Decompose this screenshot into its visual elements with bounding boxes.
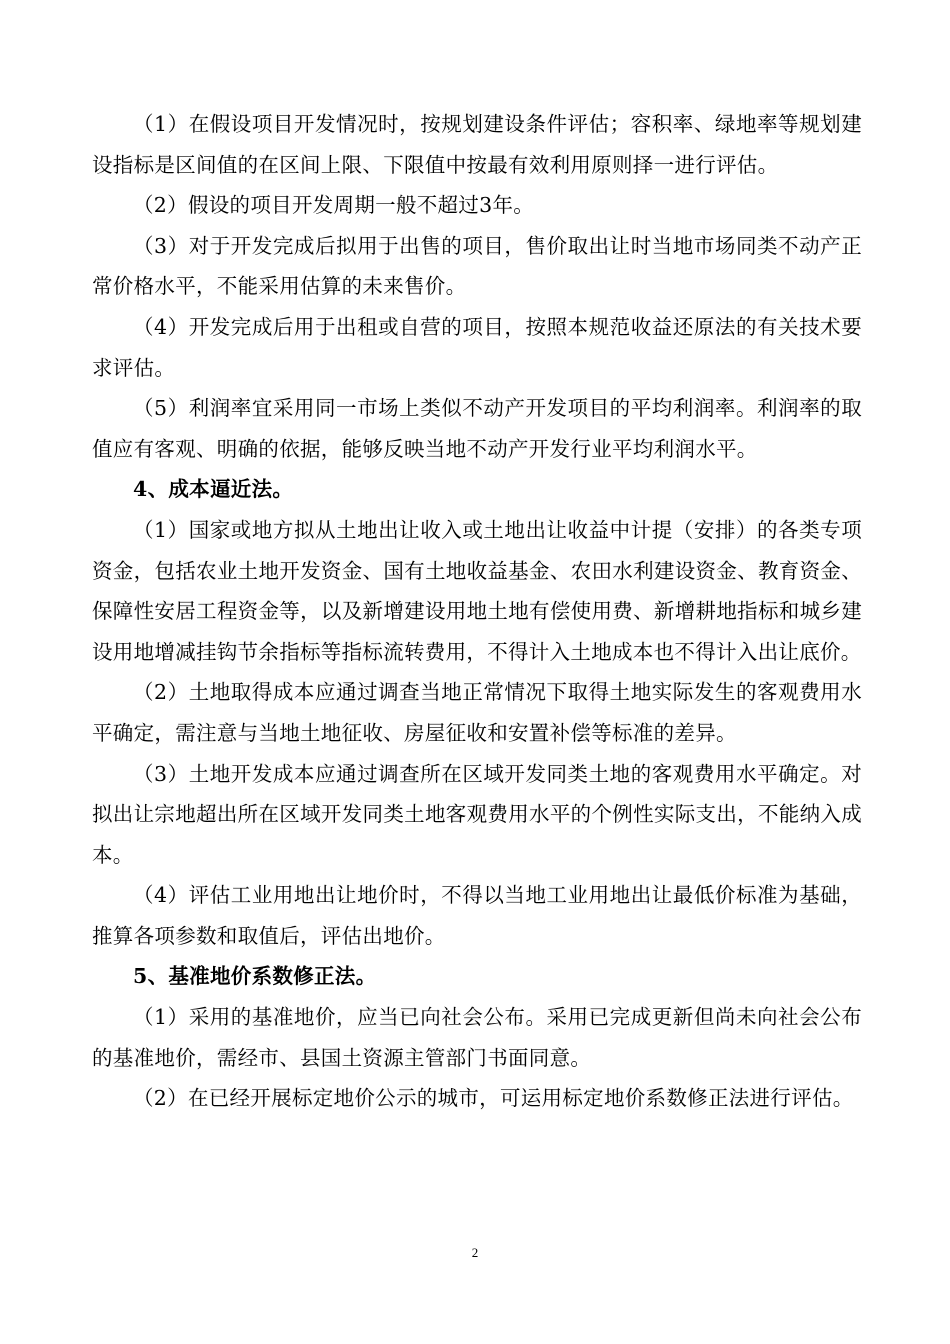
page-number: 2: [471, 1245, 479, 1260]
paragraph-cost-4: （4）评估工业用地出让地价时，不得以当地工业用地出让最低价标准为基础，推算各项参数和取值后，评估出地价。: [92, 883, 862, 948]
paragraph-hypothetical-5: （5）利润率宜采用同一市场上类似不动产开发项目的平均利润率。利润率的取值应有客观、明确的依据，能够反映当地不动产开发行业平均利润水平。: [92, 396, 862, 461]
paragraph-hypothetical-4: （4）开发完成后用于出租或自营的项目，按照本规范收益还原法的有关技术要求评估。: [92, 314, 862, 380]
section-heading-cost-approach: 4、成本逼近法。: [133, 477, 294, 502]
paragraph-cost-3: （3）土地开发成本应通过调查所在区域开发同类土地的客观费用水平确定。对拟出让宗地超出所在区域开发同类土地客观费用水平的个例性实际支出，不能纳入成本。: [92, 761, 862, 867]
paragraph-cost-1: （1）国家或地方拟从土地出让收入或土地出让收益中计提（安排）的各类专项资金，包括农业土地开发资金、国有土地收益基金、农田水利建设资金、教育资金、保障性安居工程资金等，以及新增建设用地土地有偿使用费、新增耕地指标和城乡建设用地增减挂钩节余指标等指标流转费用，不得计入土地成本也不得计入出让底价。: [92, 517, 862, 664]
paragraph-hypothetical-3: （3）对于开发完成后拟用于出售的项目，售价取出让时当地市场同类不动产正常价格水平，不能采用估算的未来售价。: [92, 233, 862, 299]
paragraph-benchmark-1: （1）采用的基准地价，应当已向社会公布。采用已完成更新但尚未向社会公布的基准地价，需经市、县国土资源主管部门书面同意。: [92, 1005, 862, 1070]
paragraph-hypothetical-2: （2）假设的项目开发周期一般不超过3年。: [133, 193, 535, 218]
paragraph-cost-2: （2）土地取得成本应通过调查当地正常情况下取得土地实际发生的客观费用水平确定，需注意与当地土地征收、房屋征收和安置补偿等标准的差异。: [92, 680, 862, 745]
paragraph-benchmark-2: （2）在已经开展标定地价公示的城市，可运用标定地价系数修正法进行评估。: [133, 1086, 854, 1111]
document-body: [92, 104, 862, 1119]
paragraph-hypothetical-1: （1）在假设项目开发情况时，按规划建设条件评估；容积率、绿地率等规划建设指标是区间值的在区间上限、下限值中按最有效利用原则择一进行评估。: [92, 112, 862, 177]
section-heading-benchmark-price: 5、基准地价系数修正法。: [133, 964, 377, 989]
